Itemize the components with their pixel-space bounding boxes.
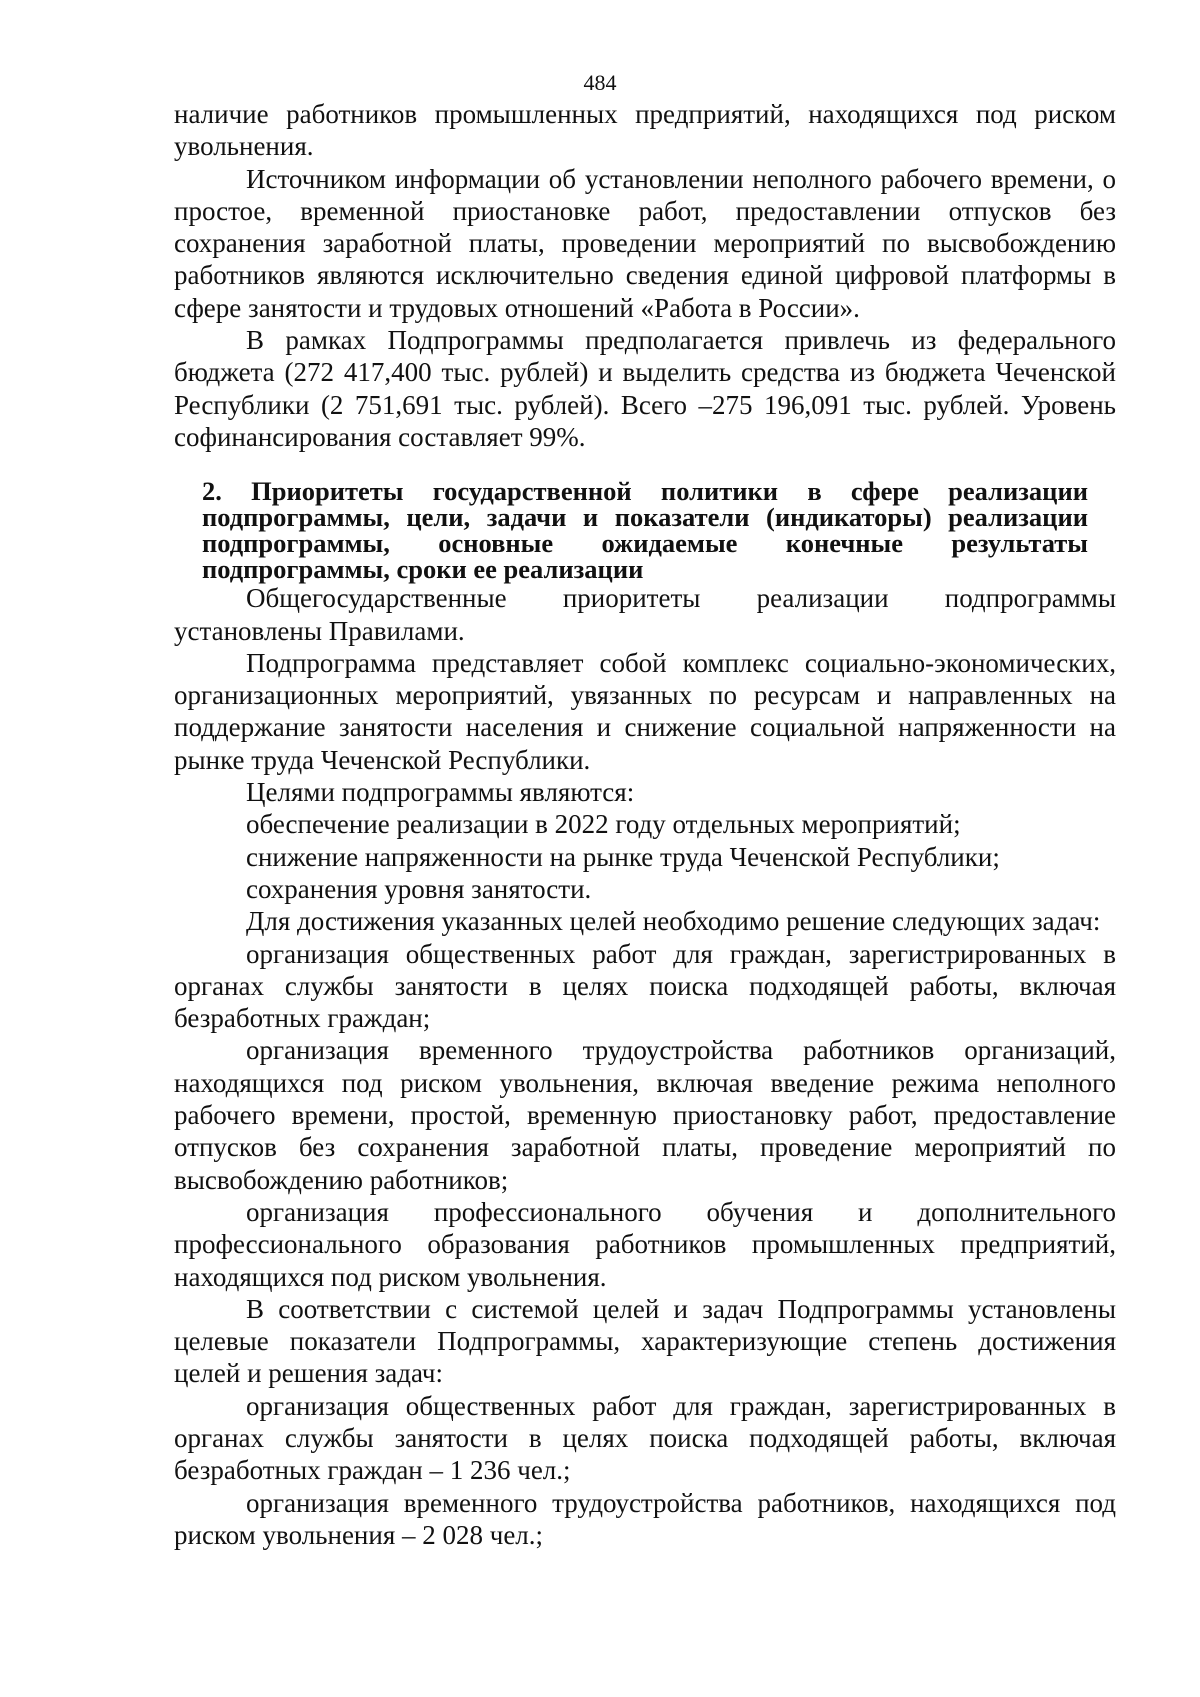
paragraph: наличие работников промышленных предприятий, находящихся под риском увольнения. (174, 99, 1116, 162)
paragraph: Подпрограмма представляет собой комплекс социально-экономических, организационных мероприятий, увязанных по ресурсам и направленных на поддержание занятости населения и снижение социальной напряженности на рынке труда Чеченской Республики. (174, 647, 1116, 775)
paragraph: Для достижения указанных целей необходимо решение следующих задач: (246, 906, 1101, 937)
list-item: организация временного трудоустройства работников, находящихся под риском увольнения – 2 028 чел.; (174, 1487, 1116, 1550)
list-item: организация профессионального обучения и дополнительного профессионального образования работников промышленных предприятий, находящихся под риском увольнения. (174, 1196, 1116, 1292)
list-item: сохранения уровня занятости. (246, 873, 592, 904)
paragraph: Общегосударственные приоритеты реализации подпрограммы установлены Правилами. (174, 583, 1116, 646)
list-item: организация общественных работ для граждан, зарегистрированных в органах службы занятости в целях поиска подходящей работы, включая безработных граждан; (174, 938, 1116, 1034)
paragraph: В рамках Подпрограммы предполагается привлечь из федерального бюджета (272 417,400 тыс. рублей) и выделить средства из бюджета Чеченской Республики (2 751,691 тыс. рублей). Всего –275 196,091 тыс. рублей. Уровень софинансирования составляет 99%. (174, 325, 1116, 452)
paragraph: В соответствии с системой целей и задач Подпрограммы установлены целевые показатели Подпрограммы, характеризующие степень достижения целей и решения задач: (174, 1293, 1116, 1389)
paragraph: Источником информации об установлении неполного рабочего времени, о простое, временной приостановке работ, предоставлении отпусков без сохранения заработной платы, проведении мероприятий по высвобождению работников являются исключительно сведения единой цифровой платформы в сфере занятости и трудовых отношений «Работа в России». (174, 163, 1116, 323)
list-item: организация временного трудоустройства работников организаций, находящихся под риском увольнения, включая введение режима неполного рабочего времени, простой, временную приостановку работ, предоставление отпусков без сохранения заработной платы, проведение мероприятий по высвобождению работников; (174, 1035, 1116, 1195)
list-item: обеспечение реализации в 2022 году отдельных мероприятий; (246, 809, 961, 840)
paragraph: Целями подпрограммы являются: (246, 777, 635, 808)
section-heading: 2. Приоритеты государственной политики в сфере реализации подпрограммы, цели, задачи и показатели (индикаторы) реализации подпрограммы, основные ожидаемые конечные результаты подпрограммы, сроки ее реализации (202, 476, 1088, 585)
page-number: 484 (583, 70, 617, 95)
list-item: организация общественных работ для граждан, зарегистрированных в органах службы занятости в целях поиска подходящей работы, включая безработных граждан – 1 236 чел.; (174, 1390, 1116, 1486)
document-body (174, 98, 1116, 1551)
list-item: снижение напряженности на рынке труда Чеченской Республики; (246, 841, 1000, 872)
